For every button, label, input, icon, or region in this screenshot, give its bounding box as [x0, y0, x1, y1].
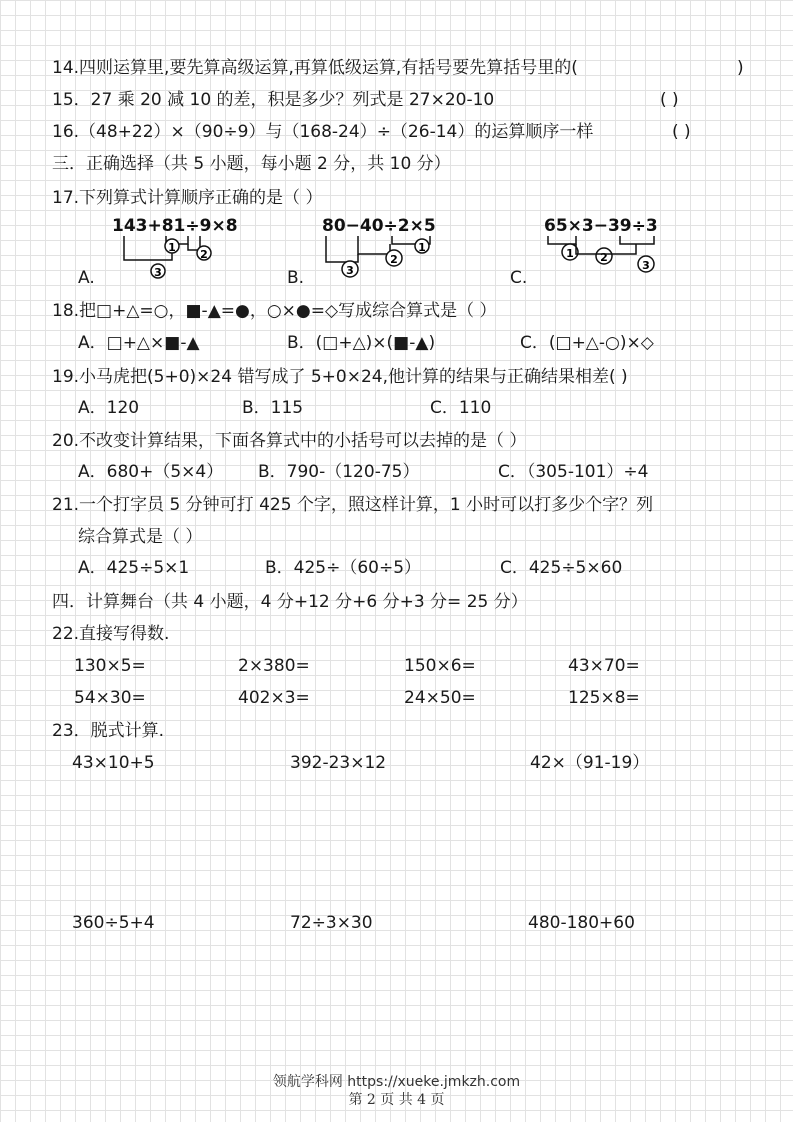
- mental-calc-item: 24×50=: [404, 688, 476, 708]
- question-16: 16.（48+22）×（90÷9）与（168-24）÷（26-14）的运算顺序一样: [52, 122, 594, 142]
- stepwise-calc-item: 480-180+60: [528, 913, 635, 933]
- option-b[interactable]: B．115: [242, 398, 304, 418]
- step-1-mark: 1: [168, 241, 176, 254]
- question-21: 21.一个打字员 5 分钟可打 425 个字，照这样计算，1 小时可以打多少个字？列: [52, 495, 654, 515]
- option-c-label[interactable]: C.: [510, 268, 528, 288]
- page-number: 第 2 页 共 4 页: [348, 1092, 445, 1108]
- stepwise-calc-item: 392-23×12: [290, 753, 387, 773]
- option-c-diagram: [540, 214, 680, 286]
- question-19: 19.小马虎把(5+0)×24 错写成了 5+0×24,他计算的结果与正确结果相差( ): [52, 367, 628, 387]
- step-3-mark: 3: [346, 264, 354, 277]
- mental-calc-item: 54×30=: [74, 688, 146, 708]
- question-17: 17.下列算式计算顺序正确的是（ ）: [52, 188, 323, 208]
- option-b-label[interactable]: B.: [287, 268, 305, 288]
- option-b-diagram: [318, 214, 448, 286]
- option-c[interactable]: C．（305-101）÷4: [498, 462, 649, 482]
- option-b-expression: 80−40÷2×5: [322, 216, 436, 236]
- answer-paren-14[interactable]: ): [737, 58, 744, 78]
- mental-calc-item: 43×70=: [568, 656, 640, 676]
- question-15: 15．27 乘 20 减 10 的差，积是多少？列式是 27×20-10: [52, 90, 495, 110]
- stepwise-calc-item: 72÷3×30: [290, 913, 373, 933]
- option-c[interactable]: C．425÷5×60: [500, 558, 623, 578]
- step-1-mark: 1: [418, 241, 426, 254]
- option-a-diagram: [108, 214, 238, 286]
- question-14: 14.四则运算里,要先算高级运算,再算低级运算,有括号要先算括号里的(: [52, 58, 578, 78]
- step-3-mark: 3: [642, 259, 650, 272]
- option-b[interactable]: B．790-（120-75）: [258, 462, 420, 482]
- step-2-mark: 2: [600, 251, 608, 264]
- option-c-expression: 65×3−39÷3: [544, 216, 658, 236]
- option-a-expression: 143+81÷9×8: [112, 216, 238, 236]
- option-a[interactable]: A．680+（5×4）: [78, 462, 224, 482]
- stepwise-calc-item: 42×（91-19）: [530, 753, 650, 773]
- answer-paren-16[interactable]: ( ): [672, 122, 691, 142]
- question-23-title: 23．脱式计算.: [52, 721, 165, 741]
- question-22-title: 22.直接写得数.: [52, 624, 170, 644]
- option-b[interactable]: B．425÷（60÷5）: [265, 558, 422, 578]
- question-20: 20.不改变计算结果，下面各算式中的小括号可以去掉的是（ ）: [52, 431, 527, 451]
- question-18: 18.把□+△=○，■-▲=●，○×●=◇写成综合算式是（ ）: [52, 301, 497, 321]
- mental-calc-item: 2×380=: [238, 656, 310, 676]
- option-a-label[interactable]: A.: [78, 268, 95, 288]
- option-a[interactable]: A．120: [78, 398, 140, 418]
- answer-paren-15[interactable]: ( ): [660, 90, 679, 110]
- step-1-mark: 1: [566, 247, 574, 260]
- step-3-mark: 3: [154, 266, 162, 279]
- question-21-cont: 综合算式是（ ）: [78, 527, 203, 547]
- mental-calc-item: 130×5=: [74, 656, 146, 676]
- section-3-heading: 三．正确选择（共 5 小题，每小题 2 分，共 10 分）: [52, 154, 451, 174]
- section-4-heading: 四．计算舞台（共 4 小题，4 分+12 分+6 分+3 分= 25 分）: [52, 592, 528, 612]
- stepwise-calc-item: 360÷5+4: [72, 913, 155, 933]
- stepwise-calc-item: 43×10+5: [72, 753, 155, 773]
- mental-calc-item: 150×6=: [404, 656, 476, 676]
- footer-website: 领航学科网 https://xueke.jmkzh.com: [272, 1074, 521, 1090]
- option-c[interactable]: C．110: [430, 398, 492, 418]
- step-2-mark: 2: [200, 248, 208, 261]
- mental-calc-item: 402×3=: [238, 688, 310, 708]
- option-b[interactable]: B．(□+△)×(■-▲): [287, 333, 436, 353]
- step-2-mark: 2: [390, 253, 398, 266]
- option-a[interactable]: A．425÷5×1: [78, 558, 190, 578]
- mental-calc-item: 125×8=: [568, 688, 640, 708]
- option-a[interactable]: A．□+△×■-▲: [78, 333, 200, 353]
- option-c[interactable]: C．(□+△-○)×◇: [520, 333, 654, 353]
